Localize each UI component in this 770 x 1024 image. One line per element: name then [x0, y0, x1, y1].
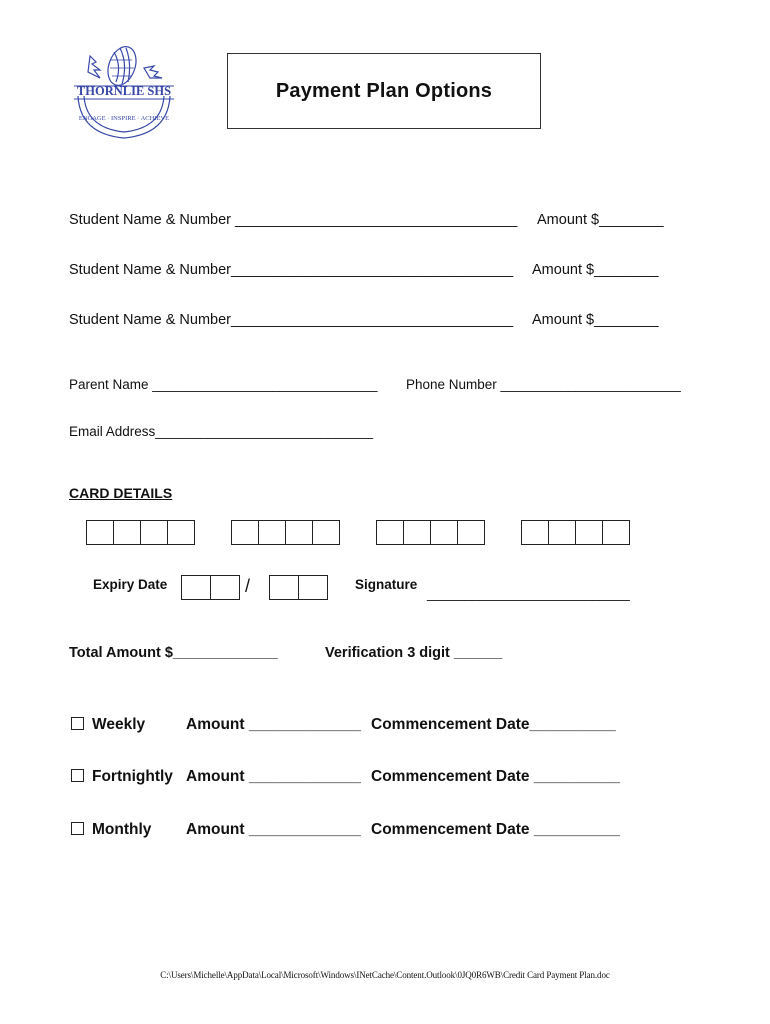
expiry-date-label: Expiry Date [93, 577, 168, 592]
card-digit-box[interactable] [285, 520, 313, 545]
student-3-field[interactable]: Student Name & Number___________________________________ [69, 312, 514, 328]
card-digit-box[interactable] [457, 520, 485, 545]
card-number-group-4[interactable] [521, 520, 630, 546]
card-number-group-2[interactable] [231, 520, 340, 546]
weekly-amount-field[interactable]: Amount _____________ [186, 716, 361, 733]
fortnightly-amount-field[interactable]: Amount _____________ [186, 768, 361, 785]
logo-motto: ENGAGE · INSPIRE · ACHIEVE [78, 115, 170, 122]
option-fortnightly[interactable] [71, 768, 173, 786]
monthly-amount-field[interactable]: Amount _____________ [186, 821, 361, 838]
verification-field[interactable]: Verification 3 digit ______ [325, 645, 503, 661]
card-digit-box[interactable] [575, 520, 603, 545]
card-digit-box[interactable] [403, 520, 431, 545]
logo-school-name: THORNLIE SHS [76, 84, 172, 98]
fortnightly-commencement-field[interactable]: Commencement Date __________ [371, 768, 620, 785]
student-2-amount[interactable]: Amount $________ [532, 262, 659, 278]
card-number-group-3[interactable] [376, 520, 485, 546]
expiry-digit-box[interactable] [269, 575, 299, 600]
expiry-year-boxes[interactable] [269, 575, 328, 601]
title-box [227, 53, 541, 129]
student-3-amount[interactable]: Amount $________ [532, 312, 659, 328]
card-digit-box[interactable] [602, 520, 630, 545]
option-monthly[interactable] [71, 821, 151, 839]
card-digit-box[interactable] [258, 520, 286, 545]
phone-number-field[interactable]: Phone Number ________________________ [406, 377, 681, 392]
card-digit-box[interactable] [231, 520, 259, 545]
student-1-amount[interactable]: Amount $________ [537, 212, 664, 228]
card-digit-box[interactable] [430, 520, 458, 545]
expiry-month-boxes[interactable] [181, 575, 240, 601]
option-weekly[interactable] [71, 716, 145, 734]
parent-name-field[interactable]: Parent Name ______________________________ [69, 377, 378, 392]
student-1-field[interactable]: Student Name & Number ___________________________________ [69, 212, 518, 228]
card-digit-box[interactable] [548, 520, 576, 545]
email-address-field[interactable]: Email Address_____________________________ [69, 424, 374, 439]
option-fortnightly-label: Fortnightly [92, 768, 173, 785]
option-weekly-label: Weekly [92, 716, 146, 733]
expiry-digit-box[interactable] [181, 575, 211, 600]
page-title: Payment Plan Options [275, 79, 493, 102]
total-amount-field[interactable]: Total Amount $_____________ [69, 645, 278, 661]
school-crest-icon [70, 42, 178, 142]
card-digit-box[interactable] [376, 520, 404, 545]
checkbox-icon[interactable] [71, 769, 84, 782]
signature-field[interactable]: ___________________________ [427, 586, 630, 601]
monthly-commencement-field[interactable]: Commencement Date __________ [371, 821, 620, 838]
card-digit-box[interactable] [140, 520, 168, 545]
signature-label: Signature [355, 577, 418, 592]
card-digit-box[interactable] [167, 520, 195, 545]
card-digit-box[interactable] [312, 520, 340, 545]
weekly-commencement-field[interactable]: Commencement Date__________ [371, 716, 616, 733]
card-details-heading: CARD DETAILS [69, 485, 173, 501]
checkbox-icon[interactable] [71, 717, 84, 730]
expiry-digit-box[interactable] [298, 575, 328, 600]
expiry-separator: / [245, 576, 251, 596]
card-digit-box[interactable] [113, 520, 141, 545]
school-logo [70, 42, 178, 142]
student-2-field[interactable]: Student Name & Number___________________________________ [69, 262, 514, 278]
option-monthly-label: Monthly [92, 821, 152, 838]
card-digit-box[interactable] [521, 520, 549, 545]
expiry-digit-box[interactable] [210, 575, 240, 600]
file-path-footer: C:\Users\Michelle\AppData\Local\Microsoft\Windows\INetCache\Content.Outlook\0JQ0R6WB\Credit Card Payment Plan.doc [160, 970, 610, 980]
card-number-group-1[interactable] [86, 520, 195, 546]
checkbox-icon[interactable] [71, 822, 84, 835]
card-digit-box[interactable] [86, 520, 114, 545]
